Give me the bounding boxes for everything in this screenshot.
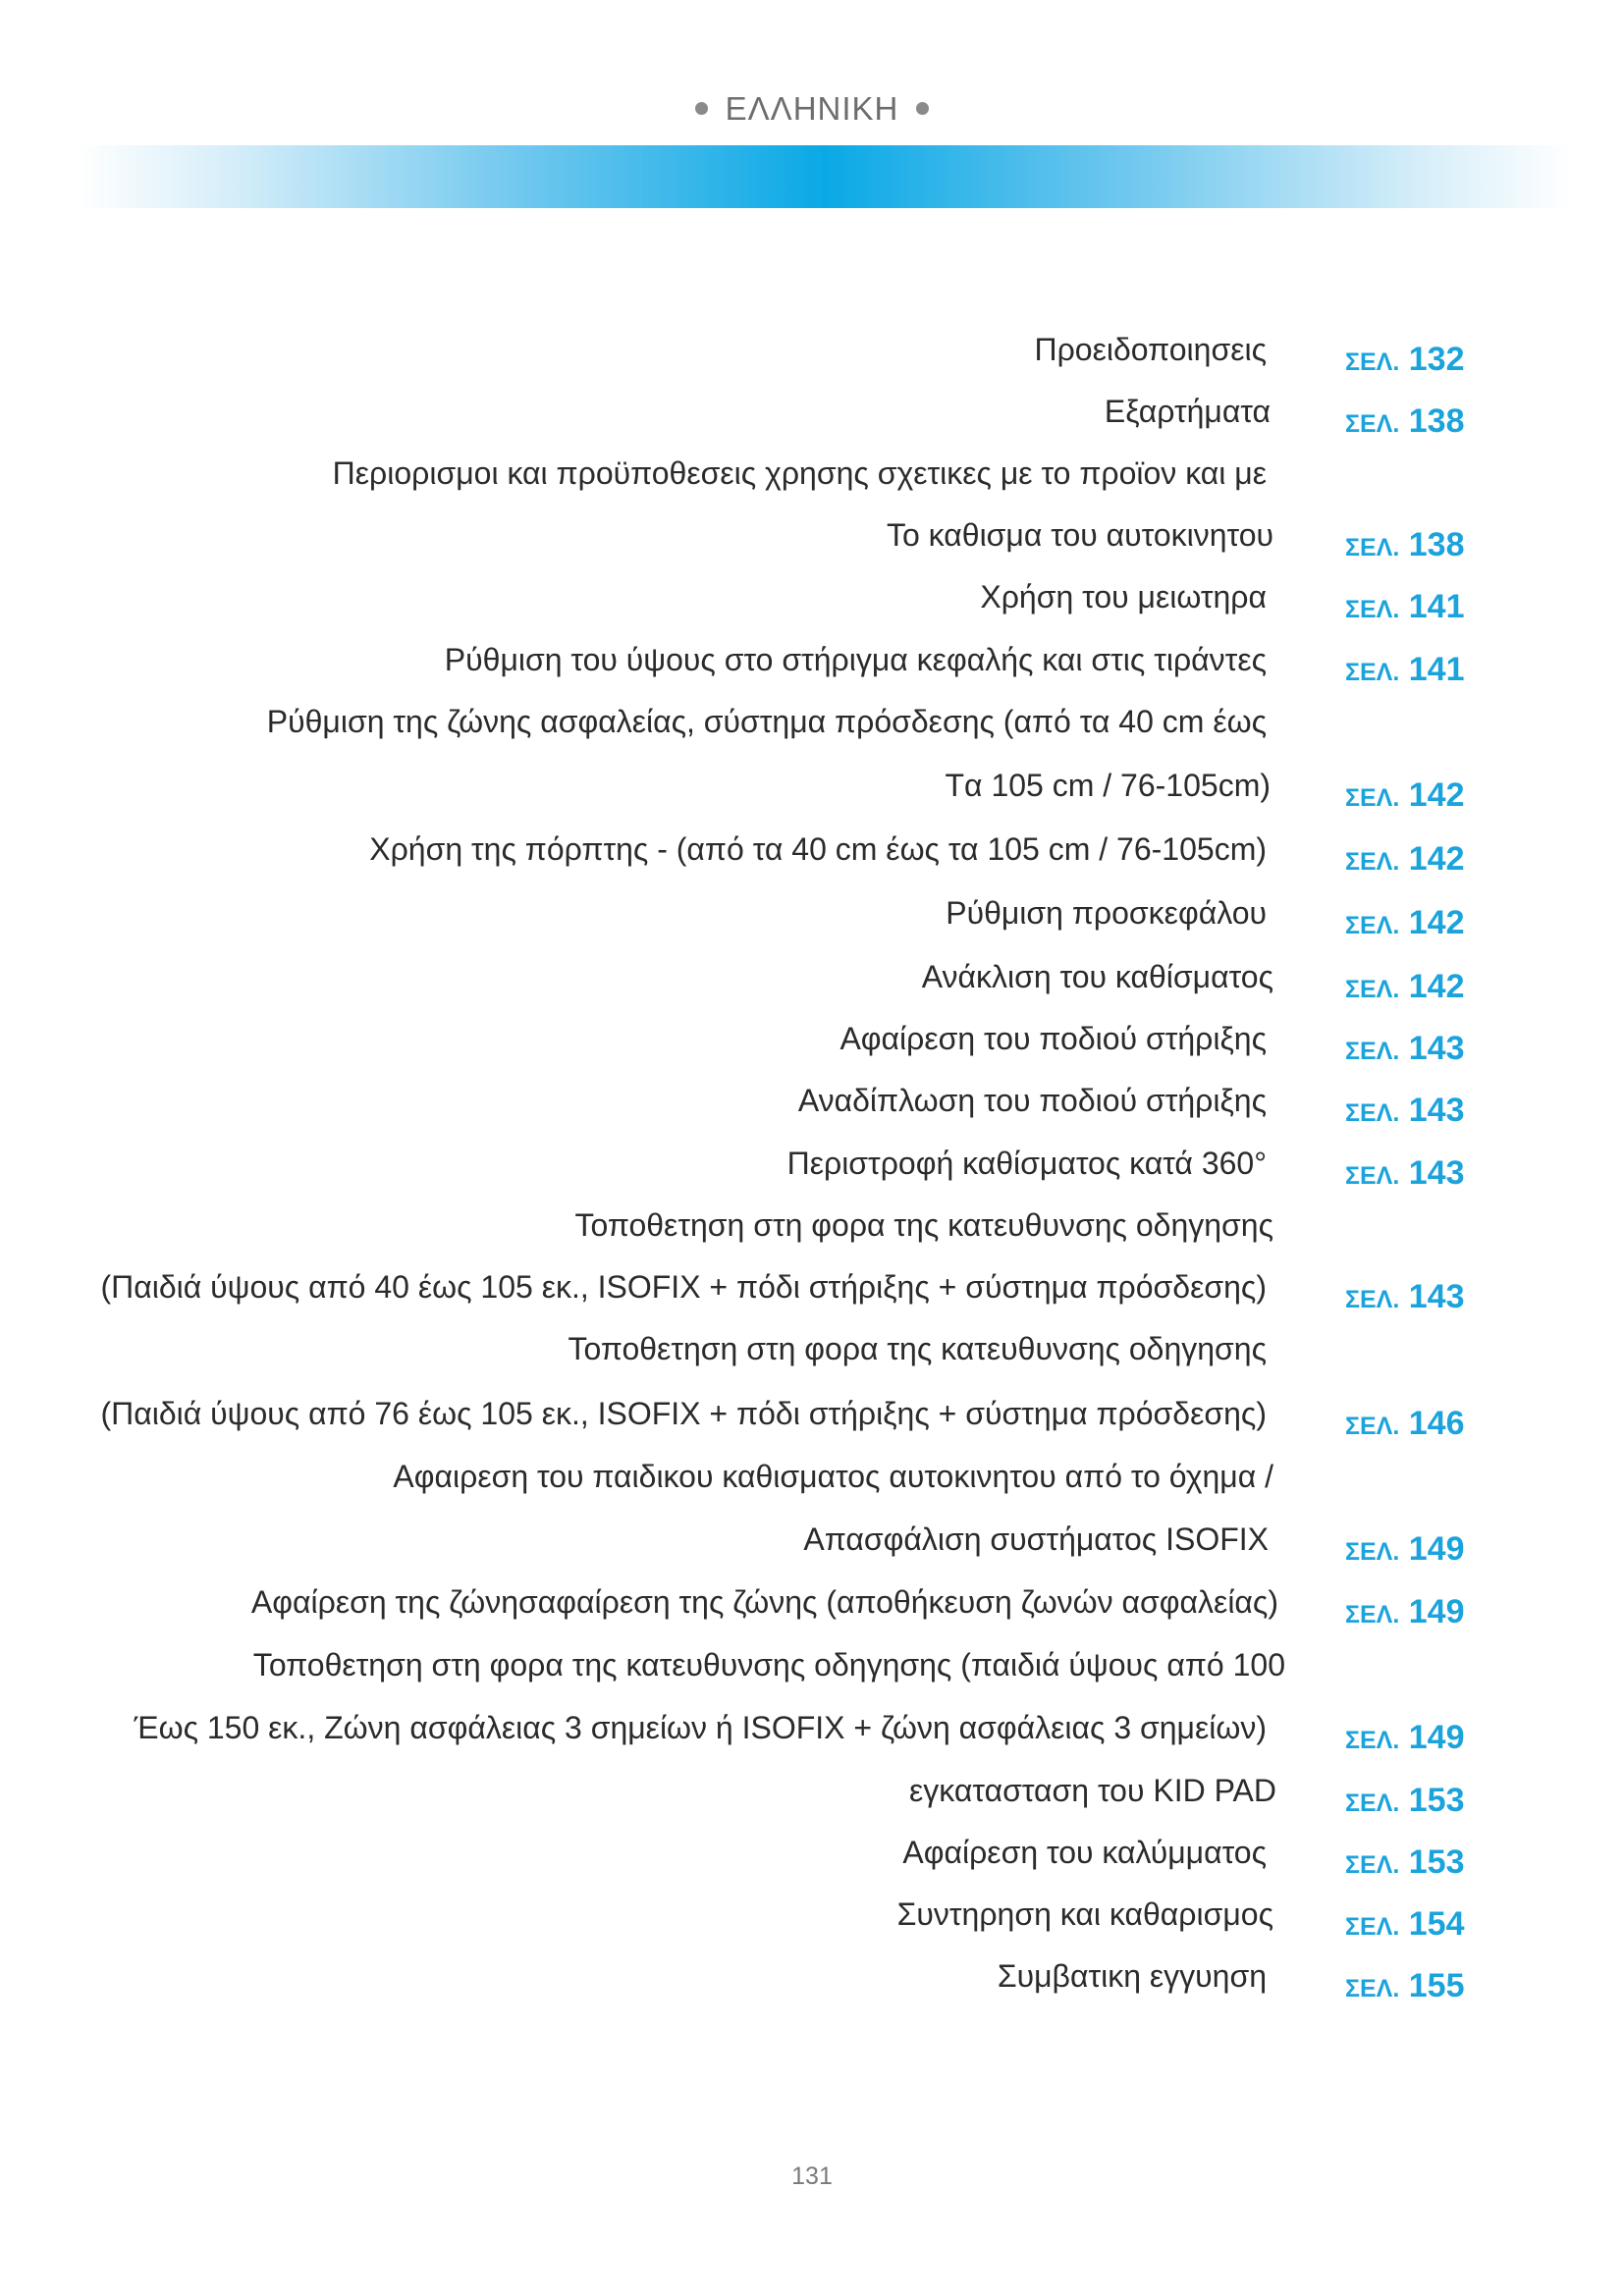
toc-entry-page bbox=[1345, 1904, 1465, 1950]
page-number-ref: 143 bbox=[1399, 1278, 1465, 1315]
toc-entry-page bbox=[1345, 1153, 1465, 1200]
toc-entry-page bbox=[1345, 839, 1465, 885]
toc-entry-page bbox=[1345, 1029, 1465, 1075]
page-number-ref: 146 bbox=[1399, 1405, 1465, 1442]
page-prefix: ΣΕΛ. bbox=[1345, 976, 1400, 1003]
toc-entry-text: Αφαίρεση του ποδιού στήριξης bbox=[839, 1021, 1267, 1056]
toc-entry-text: εγκατασταση του KID PAD bbox=[909, 1773, 1276, 1808]
page-prefix: ΣΕΛ. bbox=[1345, 1413, 1400, 1440]
toc-entry-text: Περιστροφή καθίσματος κατά 360° bbox=[786, 1146, 1267, 1181]
toc-entry-page bbox=[1345, 401, 1465, 448]
page-number-ref: 138 bbox=[1399, 402, 1465, 440]
page-number-ref: 142 bbox=[1399, 776, 1465, 814]
page-prefix: ΣΕΛ. bbox=[1345, 1099, 1400, 1127]
toc-entry-page bbox=[1345, 967, 1465, 1013]
page-number-ref: 143 bbox=[1399, 1030, 1465, 1067]
page-prefix: ΣΕΛ. bbox=[1345, 912, 1400, 939]
toc-entry-page bbox=[1345, 340, 1465, 386]
toc-entry-text: Αναδίπλωση του ποδιού στήριξης bbox=[797, 1083, 1267, 1118]
page-prefix: ΣΕΛ. bbox=[1345, 1286, 1400, 1313]
page-prefix: ΣΕΛ. bbox=[1345, 534, 1400, 561]
page-number-ref: 141 bbox=[1399, 588, 1465, 625]
page-prefix: ΣΕΛ. bbox=[1345, 848, 1400, 876]
toc-entry-text: Χρήση της πόρπτης - (από τα 40 cm έως τα 105 cm / 76-105cm) bbox=[369, 831, 1267, 867]
toc-entry-text: (Παιδιά ύψους από 40 έως 105 εκ., ISOFIX + πόδι στήριξης + σύστημα πρόσδεσης) bbox=[100, 1269, 1267, 1305]
toc-entry-text: Χρήση του μειωτηρα bbox=[980, 579, 1267, 614]
page-prefix: ΣΕΛ. bbox=[1345, 1913, 1400, 1941]
page-prefix: ΣΕΛ. bbox=[1345, 784, 1400, 812]
toc-entry-page bbox=[1345, 1842, 1465, 1889]
toc-entry-text: Τοποθετηση στη φορα της κατευθυνσης οδηγησης (παιδιά ύψους από 100 bbox=[252, 1647, 1285, 1682]
toc-entry-text: Περιορισμοι και προϋποθεσεις χρησης σχετικες με το προϊον και με bbox=[332, 455, 1267, 491]
page-number-ref: 153 bbox=[1399, 1843, 1465, 1881]
toc-entry-text: Συμβατικη εγγυηση bbox=[997, 1958, 1267, 1994]
toc-entry-page bbox=[1345, 1966, 1465, 2012]
page-prefix: ΣΕΛ. bbox=[1345, 1038, 1400, 1065]
page-number-ref: 142 bbox=[1399, 840, 1465, 878]
toc-entry-page bbox=[1345, 775, 1465, 822]
page-number-ref: 143 bbox=[1399, 1092, 1465, 1129]
toc-entry-text: Αφαίρεση της ζώνησαφαίρεση της ζώνης (αποθήκευση ζωνών ασφαλείας) bbox=[250, 1584, 1278, 1620]
page-number-ref: 149 bbox=[1399, 1593, 1465, 1630]
toc-entry-page bbox=[1345, 1592, 1465, 1638]
toc-entry-text: Ρύθμιση προσκεφάλου bbox=[946, 895, 1267, 931]
toc-entry-page bbox=[1345, 1404, 1465, 1450]
page-prefix: ΣΕΛ. bbox=[1345, 1601, 1400, 1629]
page-prefix: ΣΕΛ. bbox=[1345, 1538, 1400, 1566]
header-title: ΕΛΛΗΝΙΚΗ bbox=[725, 90, 899, 127]
toc-entry-text: Τοποθετηση στη φορα της κατευθυνσης οδηγησης bbox=[568, 1331, 1267, 1366]
toc-entry-page bbox=[1345, 903, 1465, 949]
page-number-ref: 141 bbox=[1399, 651, 1465, 688]
toc-entry-text: Ρύθμιση του ύψους στο στήριγμα κεφαλής και στις τιράντες bbox=[444, 642, 1267, 677]
page-prefix: ΣΕΛ. bbox=[1345, 1727, 1400, 1754]
page-number-ref: 154 bbox=[1399, 1905, 1465, 1943]
page-number-ref: 142 bbox=[1399, 968, 1465, 1005]
page-prefix: ΣΕΛ. bbox=[1345, 659, 1400, 686]
toc-entry-page bbox=[1345, 1781, 1465, 1827]
toc-entry-page bbox=[1345, 1277, 1465, 1323]
toc-entry-text: Συντηρηση και καθαρισμος bbox=[896, 1896, 1273, 1932]
page-number: 131 bbox=[791, 2163, 833, 2190]
toc-entry-text: Απασφάλιση συστήματος ISOFIX bbox=[803, 1522, 1269, 1557]
page-number-ref: 155 bbox=[1399, 1967, 1465, 2004]
page-prefix: ΣΕΛ. bbox=[1345, 1162, 1400, 1190]
toc-entry-text: (Παιδιά ύψους από 76 έως 105 εκ., ISOFIX + πόδι στήριξης + σύστημα πρόσδεσης) bbox=[100, 1396, 1267, 1431]
page-number-ref: 149 bbox=[1399, 1530, 1465, 1568]
page-number-ref: 143 bbox=[1399, 1154, 1465, 1192]
toc-entry-page bbox=[1345, 525, 1465, 571]
toc-entry-text: Αφαίρεση του καλύμματος bbox=[902, 1835, 1267, 1870]
page-prefix: ΣΕΛ. bbox=[1345, 1975, 1400, 2002]
page-number-ref: 142 bbox=[1399, 904, 1465, 941]
page-prefix: ΣΕΛ. bbox=[1345, 1789, 1400, 1817]
page-prefix: ΣΕΛ. bbox=[1345, 348, 1400, 376]
toc-entry-page bbox=[1345, 1091, 1465, 1137]
toc-entry-text: Εξαρτήματα bbox=[1104, 394, 1271, 429]
toc-entry-page bbox=[1345, 1529, 1465, 1575]
page-number-ref: 149 bbox=[1399, 1719, 1465, 1756]
toc-entry-text: Αφαιρεση του παιδικου καθισματος αυτοκινητου από το όχημα / bbox=[393, 1459, 1273, 1494]
page-number-ref: 138 bbox=[1399, 526, 1465, 563]
toc-entry-text: Ανάκλιση του καθίσματος bbox=[921, 959, 1273, 994]
toc-entry-page bbox=[1345, 1718, 1465, 1764]
page-number-ref: 153 bbox=[1399, 1782, 1465, 1819]
page-prefix: ΣΕΛ. bbox=[1345, 596, 1400, 623]
toc-entry-text: Ρύθμιση της ζώνης ασφαλείας, σύστημα πρόσδεσης (από τα 40 cm έως bbox=[266, 704, 1267, 739]
page-prefix: ΣΕΛ. bbox=[1345, 410, 1400, 438]
toc-entry-text: Το καθισμα του αυτοκινητου bbox=[886, 517, 1273, 553]
toc-entry-text: Έως 150 εκ., Ζώνη ασφάλειας 3 σημείων ή ISOFIX + ζώνη ασφάλειας 3 σημείων) bbox=[134, 1710, 1267, 1745]
toc-entry-text: Προειδοποιησεις bbox=[1034, 332, 1267, 367]
toc-entry-page bbox=[1345, 587, 1465, 633]
page-number-ref: 132 bbox=[1399, 341, 1465, 378]
toc-entry-page bbox=[1345, 650, 1465, 696]
toc-entry-text: Τοποθετηση στη φορα της κατευθυνσης οδηγησης bbox=[574, 1207, 1273, 1243]
toc-entry-text: Tα 105 cm / 76-105cm) bbox=[945, 768, 1271, 803]
page-prefix: ΣΕΛ. bbox=[1345, 1851, 1400, 1879]
